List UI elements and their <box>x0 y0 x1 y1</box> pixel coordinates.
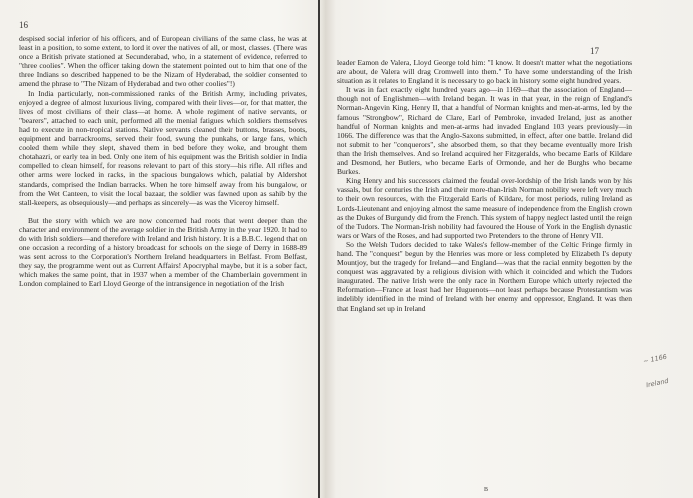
right-paragraph-1: leader Eamon de Valera, Lloyd George told him: "I know. It doesn't matter what the negotiations are about, de Valera will drag Cromwell into them." To have some understanding of the Irish situation as it relates to England it is necessary to go back in history some eight hundred years. <box>337 58 632 86</box>
footer-mark: B <box>484 487 489 493</box>
right-paragraph-3: King Henry and his successors claimed the feudal over-lordship of the Irish lands won by his vassals, but for centuries the Irish and their more-than-Irish Norman nobility were left very much to their own resources, with the Fitzgerald Earls of Kildare, for most periods, ruling Ireland as Lords-Lieutenant and enjoying almost the same measure of independence from the English crown as the Dukes of Burgundy did from the French. This system of happy neglect lasted until the reign of the Tudors. The Norman-Irish nobility had favoured the House of York in the English dynastic wars or Wars of the Roses, and had supported two Pretenders to the throne of Henry VII. <box>337 176 632 240</box>
left-paragraph-1: despised social inferior of his officers, and of European civilians of the same class, he was at least in a position, to some extent, to lord it over the natives of all, or most, classes. (There was once a British private stationed at Secunderabad, who, in a statement of evidence, referred to "three coolies". When the officer taking down the statement pointed out to him that one of the three Indians so described happened to be the Nizam of Hyderabad, the soldier consented to amend the phrase to "The Nizam of Hyderabad and two other coolies"!) <box>19 34 307 89</box>
left-paragraph-3: But the story with which we are now concerned had roots that went deeper than the character and environment of the average soldier in the British Army in the year 1920. It had to do with Irish soldiers—and therefore with Ireland and Irish history. It is a B.B.C. legend that on one occasion a recording of a history broadcast for schools on the siege of Derry in 1688-89 was sent across to the Corporation's Northern Ireland headquarters in Belfast. From Belfast, they say, the programme went out as Current Affairs! Apocryphal maybe, but it is a sober fact, which makes the same point, that in 1937 when a member of the Chamberlain government in London complained to Earl Lloyd George of the intransigence in negotiation of the Irish <box>19 215 307 289</box>
right-page-number: 17 <box>590 46 599 56</box>
right-paragraph-4: So the Welsh Tudors decided to take Wales's fellow-member of the Celtic Fringe firmly in hand. The "conquest" begun by the Henries was more or less completed by Elizabeth I's deputy Mountjoy, but the tragedy for Ireland—and England—was that the racial enmity begotten by the conquest was aggravated by a religious division with which it coincided and which the Tudors inaugurated. The native Irish were the only race in Northern Europe which utterly rejected the Reformation—France at least had her Huguenots—not least perhaps because Protestantism was indelibly identified in the mind of Ireland with her enemy and oppressor, England. It was then that England set up in Ireland <box>337 239 632 313</box>
margin-note-handwritten: ~ 1166 <box>642 352 668 366</box>
right-paragraph-2: It was in fact exactly eight hundred years ago—in 1169—that the association of England—though not of Englishmen—with Ireland began. It was in that year, in the reign of England's Norman-Angevin King, Henry II, that a handful of Norman knights and men-at-arms, led by the famous "Strongbow", Richard de Clare, Earl of Pembroke, invaded Ireland, just as another handful of Norman knights and men-at-arms had invaded England 103 years previously—in 1066. The difference was that the Anglo-Saxons submitted, in effect, after one battle. Ireland did not submit to her "conquerors", she absorbed them, so that they became eventually more Irish than the Irish themselves. And so Ireland acquired her Fitzgeralds, who became Earls of Kildare and Desmond, her Butlers, who became Earls of Ormonde, and her de Burghs who became Burkes. <box>337 85 632 177</box>
book-gutter <box>318 0 320 498</box>
left-page-text <box>19 34 307 496</box>
left-page-number: 16 <box>19 20 28 30</box>
margin-note-handwritten: Ireland <box>645 376 670 390</box>
left-paragraph-2: In India particularly, non-commissioned ranks of the British Army, including privates, enjoyed a degree of almost luxurious living, compared with their lives—or, for that matter, the lives of most civilians of their class—at home. A whole regiment of native servants, or "bearers", attached to each unit, performed all the menial fatigues which soldiers themselves had to execute in non-tropical stations. Native servants cleaned their buttons, brasses, boots, equipment and barrackrooms, served their food, swung the punkahs, or large fans, which cooled them while they slept, shaved them in bed before they woke, and brought them chotahazri, or early tea in bed. Only one item of his equipment was the British soldier in India compelled to clean himself, for reasons relevant to part of this story—his rifle. All rifles and other arms were locked in racks, in the spacious bungalows which, palatial by Aldershot standards, comprised the Indian barracks. When he tore himself away from his bungalow, or from the Wet Canteen, to visit the local bazaar, the soldier was fawned upon as sahib by the stall-keepers, as obsequiously—and perhaps as sincerely—as was the Viceroy himself. <box>19 88 307 207</box>
right-page-text <box>337 58 632 498</box>
